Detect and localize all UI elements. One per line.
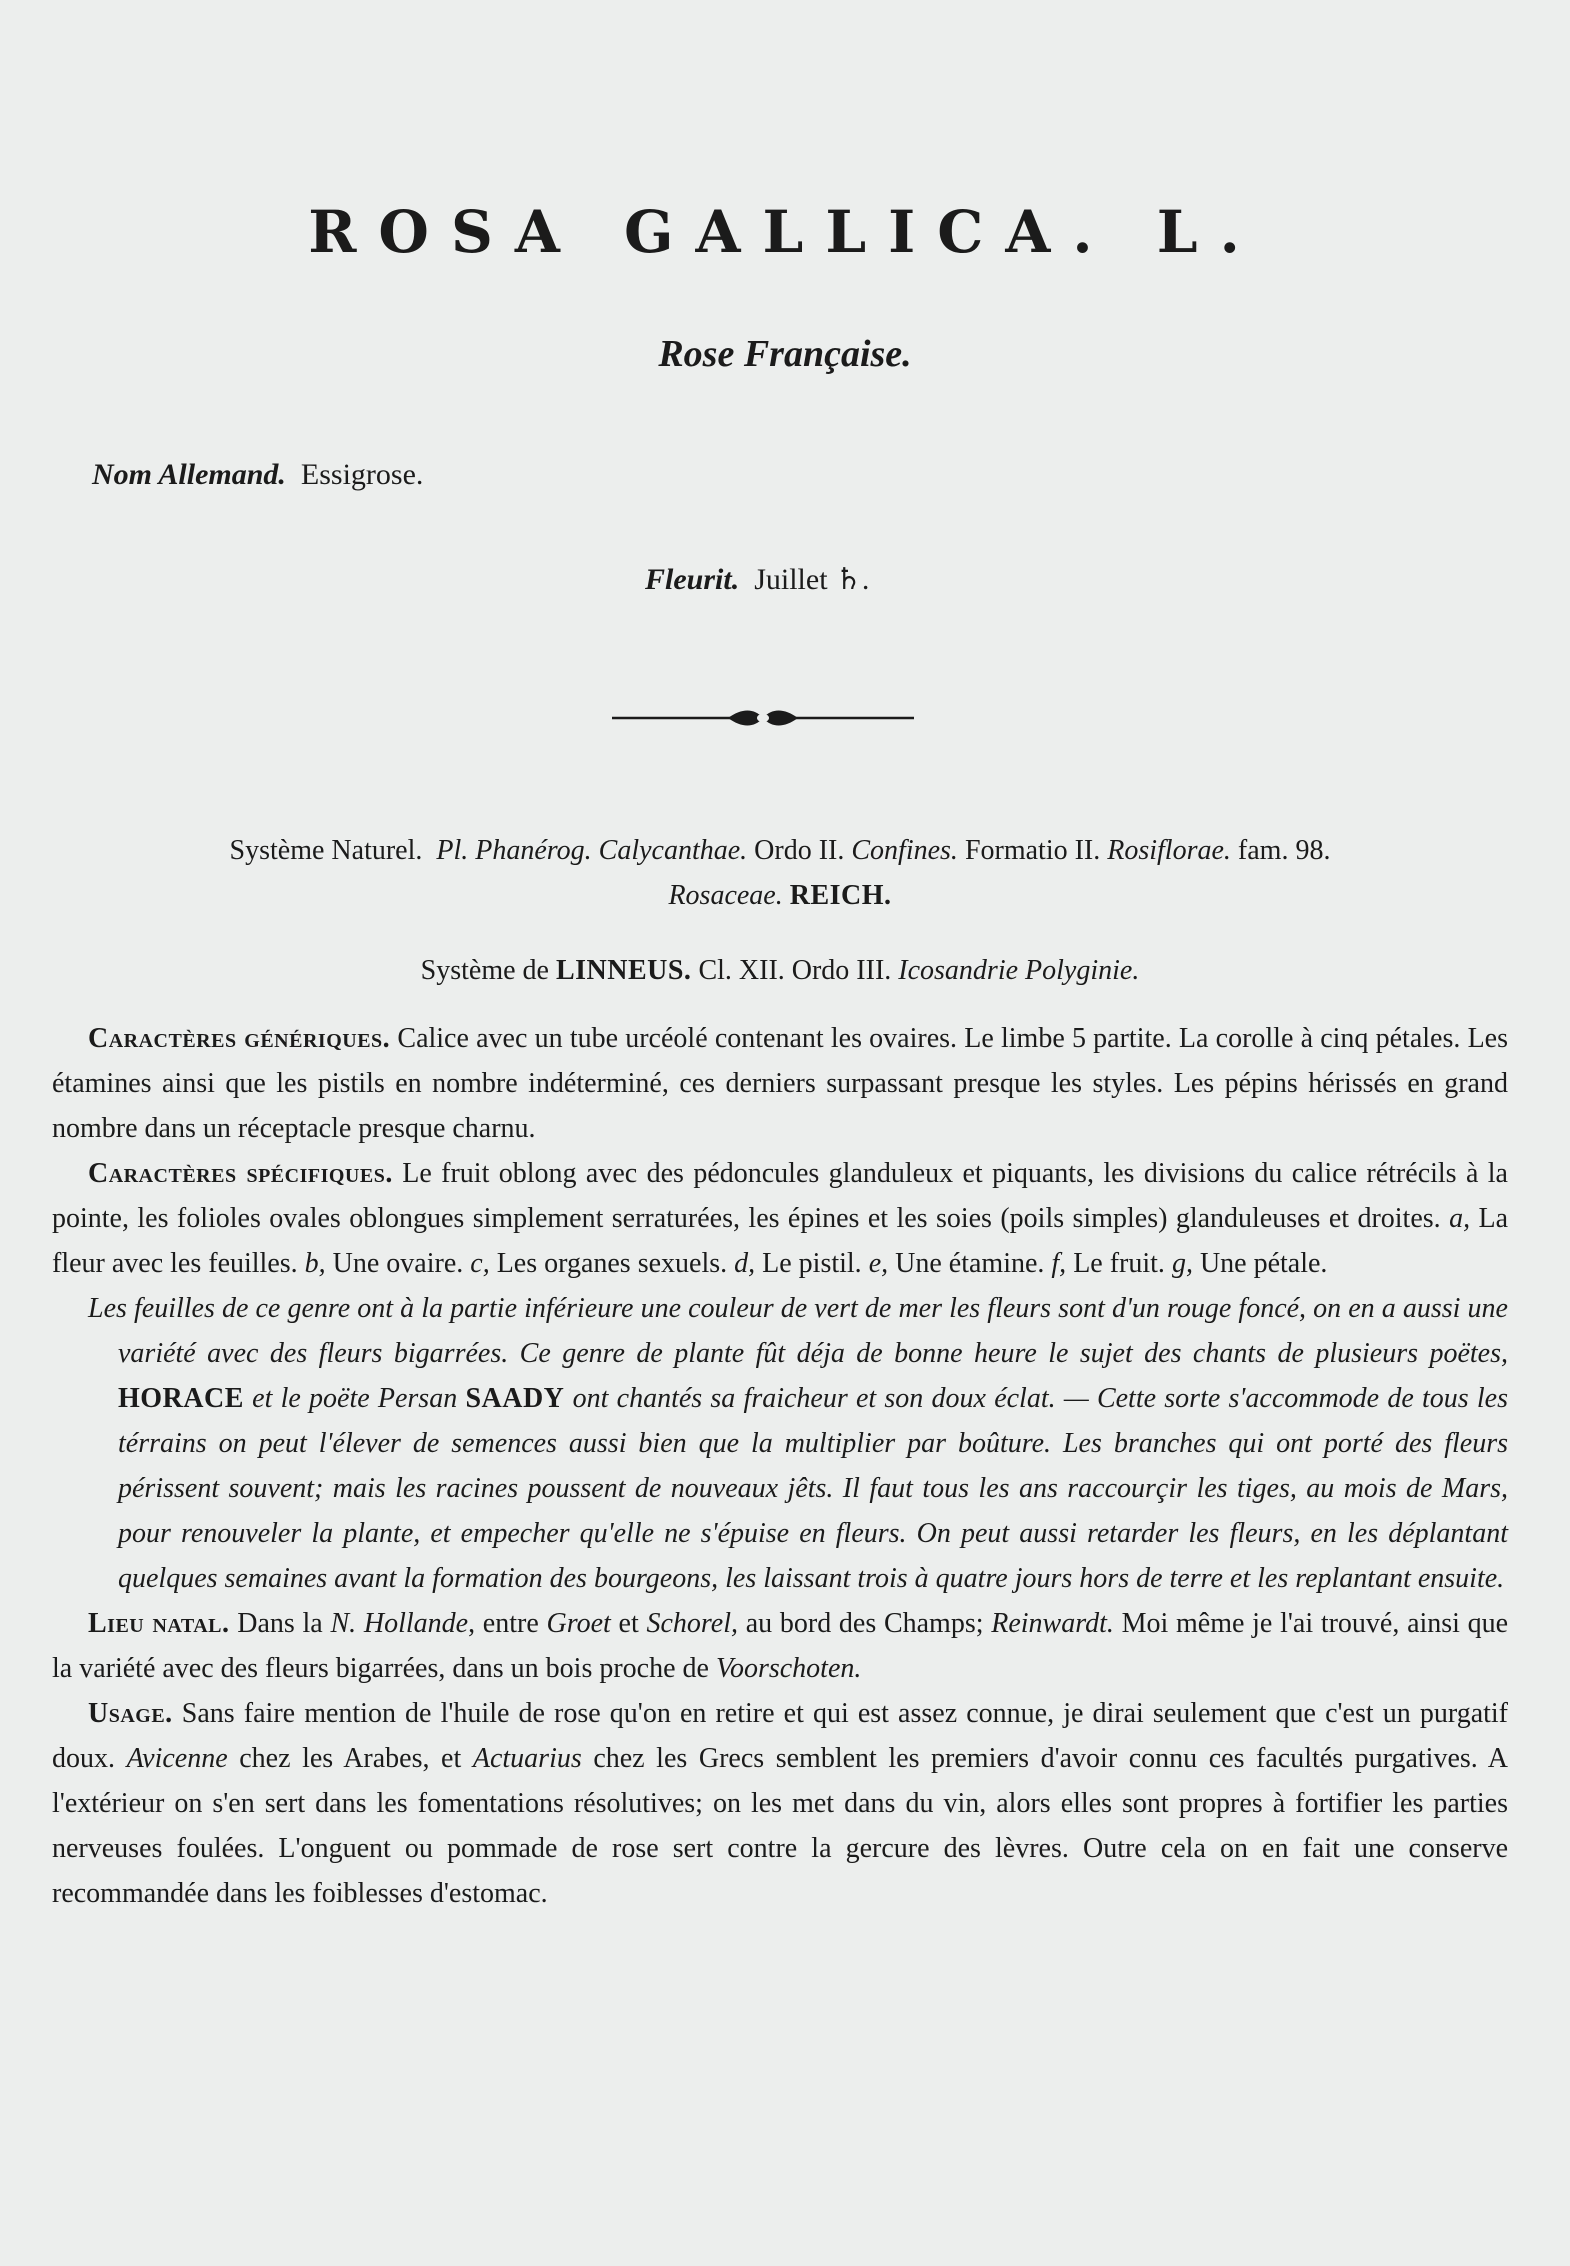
page-subtitle: Rose Française. <box>658 333 912 375</box>
lieu-text-2: , entre <box>468 1608 539 1639</box>
fam-text: fam. 98. <box>1237 835 1331 866</box>
usage-author-2: Actuarius <box>472 1743 582 1774</box>
horace-name: HORACE <box>118 1383 244 1414</box>
lieu-text-5: Moi même je l'ai trouvé, ainsi que la variété avec des fleurs bigarrées, dans un bois proche de <box>52 1608 1509 1684</box>
fig-g-text: Une pétale. <box>1199 1248 1328 1279</box>
systeme-linneus-label: Système de <box>420 955 549 986</box>
note-text-3: ont chantés sa fraicheur et son doux éclat. — Cette sorte s'accommode de tous les térrains on peut l'élever de semences aussi bien que la multiplier par boûture. Les branches qui ont porté des fleurs périssent souvent; mais les racines poussent de nouveaux jêts. Il faut tous les ans raccourçir les tiges, au mois de Mars, pour renouveler la plante, et empecher qu'elle ne s'épuise en fleurs. On peut aussi retarder les fleurs, en les déplantant quelques semaines avant la formation des bourgeons, les laissant trois à quatre jours hors de terre et les replantant ensuite. <box>118 1383 1509 1594</box>
fig-c-text: Les organes sexuels. <box>496 1248 728 1279</box>
usage-text-1: Sans faire mention de l'huile de rose qu'on en retire et qui est assez connue, je dirai seulement que c'est un purgatif doux. <box>52 1698 1509 1774</box>
nom-allemand-value: Essigrose. <box>300 458 424 491</box>
lieu-text-1: Dans la <box>237 1608 323 1639</box>
fig-b-letter: b, <box>304 1248 326 1279</box>
page-title: ROSA GALLICA. L. <box>308 198 1262 266</box>
nom-allemand-label: Nom Allemand. <box>92 458 286 491</box>
note-text-2: et le poëte Persan <box>252 1383 458 1414</box>
generiques-label: Caractères génériques. <box>88 1023 391 1054</box>
lieu-place-4: Voorschoten. <box>715 1653 862 1684</box>
confines-text: Confines. <box>851 835 958 866</box>
phanerog-text: Pl. Phanérog. Calycanthae. <box>436 835 748 866</box>
fig-d-text: Le pistil. <box>762 1248 862 1279</box>
note-text-1: Les feuilles de ce genre ont à la partie inférieure une couleur de vert de mer les fleurs sont d'un rouge foncé, on en a aussi une variété avec des fleurs bigarrées. Ce genre de plante fût déja de bonne heure le sujet des chants de plusieurs poëtes, <box>88 1293 1508 1369</box>
lieu-place-3: Schorel, <box>646 1608 738 1639</box>
fig-e-letter: e, <box>868 1248 889 1279</box>
ornament-divider <box>612 706 914 730</box>
fleurit-label: Fleurit. <box>645 563 740 596</box>
linneus-name: LINNEUS. <box>555 955 692 986</box>
fleurit-value: Juillet ♄. <box>754 563 870 596</box>
ordo-text: Ordo II. <box>754 835 845 866</box>
fig-f-letter: f, <box>1051 1248 1067 1279</box>
fig-f-text: Le fruit. <box>1073 1248 1165 1279</box>
formatio-text: Formatio II. <box>964 835 1101 866</box>
rosaceae-text: Rosaceae. <box>668 880 783 911</box>
icosandrie-text: Icosandrie Polyginie. <box>898 955 1140 986</box>
fleurit-line <box>645 562 869 597</box>
lieu-natal-paragraph <box>52 1601 1508 1691</box>
fig-a-letter: a, <box>1449 1203 1471 1234</box>
systeme-naturel-label: Système Naturel. <box>229 835 423 866</box>
generiques-text: Calice avec un tube urcéolé contenant les ovaires. Le limbe 5 partite. La corolle à cinq pétales. Les étamines ainsi que les pistils en nombre indéterminé, ces derniers surpassant presque les styles. Les pépins hérissés en grand nombre dans un réceptacle presque charnu. <box>52 1023 1509 1144</box>
lieu-author: Reinwardt. <box>991 1608 1114 1639</box>
specifiques-label: Caractères spécifiques. <box>88 1158 393 1189</box>
saady-name: SAADY <box>465 1383 565 1414</box>
rosiflorae-text: Rosiflorae. <box>1107 835 1231 866</box>
lieu-text-3: et <box>618 1608 639 1639</box>
systeme-linneus <box>52 948 1508 993</box>
usage-text-2: chez les Arabes, et <box>239 1743 462 1774</box>
nom-allemand-line <box>92 458 423 492</box>
fig-g-letter: g, <box>1171 1248 1193 1279</box>
fig-d-letter: d, <box>734 1248 756 1279</box>
fig-c-letter: c, <box>470 1248 490 1279</box>
lieu-place-1: N. Hollande <box>330 1608 469 1639</box>
specifiques-paragraph <box>52 1151 1508 1286</box>
generiques-paragraph <box>52 1016 1508 1151</box>
specifiques-text: Le fruit oblong avec des pédoncules glanduleux et piquants, les divisions du calice rétrécils à la pointe, les folioles ovales oblongues simplement serraturées, les épines et les soies (poils simples) glanduleuses et droites. <box>52 1158 1508 1234</box>
fig-e-text: Une étamine. <box>895 1248 1045 1279</box>
italic-note-paragraph <box>52 1286 1508 1601</box>
usage-text-3: chez les Grecs semblent les premiers d'avoir connu ces facultés purgatives. A l'extérieur on s'en sert dans les fomentations résolutives; on les met dans du vin, alors elles sont propres à fortifier les parties nerveuses foulées. L'onguent ou pommade de rose sert contre la gercure des lèvres. Outre cela on en fait une conserve recommandée dans les foiblesses d'estomac. <box>52 1743 1509 1909</box>
body-text <box>52 1016 1508 1916</box>
lieu-text-4: au bord des Champs; <box>745 1608 984 1639</box>
lieu-natal-label: Lieu natal. <box>88 1608 230 1639</box>
reich-text: REICH. <box>789 880 892 911</box>
linneus-class: Cl. XII. Ordo III. <box>698 955 892 986</box>
fig-b-text: Une ovaire. <box>332 1248 464 1279</box>
lieu-place-2: Groet <box>546 1608 611 1639</box>
usage-label: Usage. <box>88 1698 173 1729</box>
fig-a-text: La fleur avec les feuilles. <box>52 1203 1509 1279</box>
usage-author-1: Avicenne <box>126 1743 228 1774</box>
usage-paragraph <box>52 1691 1508 1916</box>
systeme-naturel <box>52 828 1508 918</box>
